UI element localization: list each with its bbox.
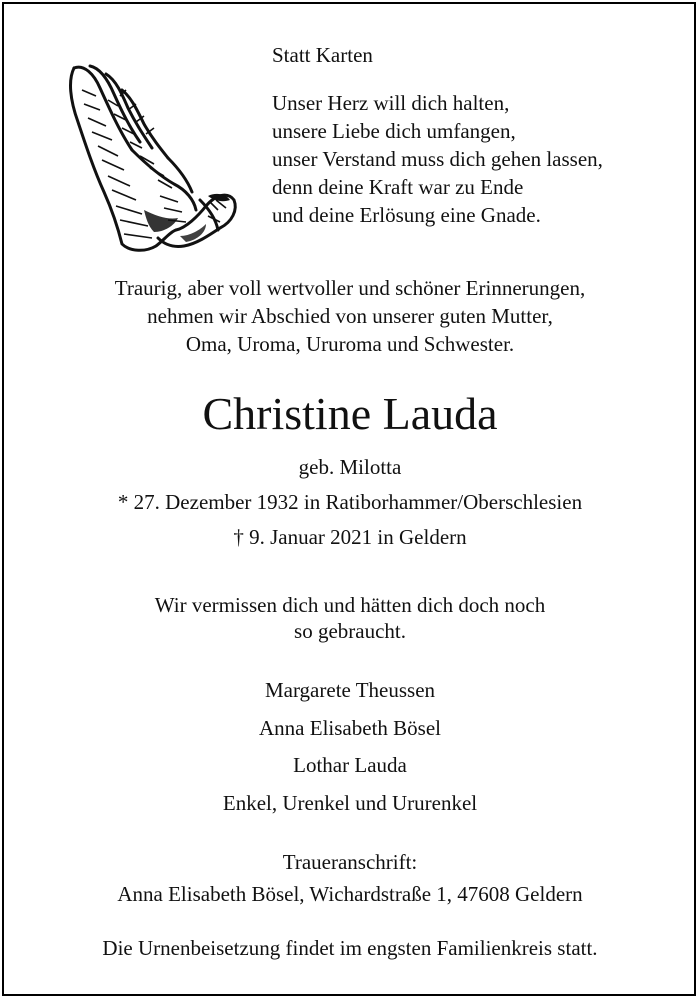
mourners-list bbox=[0, 672, 700, 822]
farewell-text bbox=[0, 592, 700, 644]
poem-line: unsere Liebe dich umfangen, bbox=[272, 119, 516, 143]
mourner-name: Margarete Theussen bbox=[264, 678, 436, 702]
birth-name: geb. Milotta bbox=[298, 455, 402, 479]
poem-line: Unser Herz will dich halten, bbox=[272, 91, 510, 115]
address-label: Traueranschrift: bbox=[282, 850, 418, 874]
death-date: † 9. Januar 2021 in Geldern bbox=[233, 525, 467, 549]
birth-date: * 27. Dezember 1932 in Ratiborhammer/Oberschlesien bbox=[117, 490, 583, 514]
intro-line: nehmen wir Abschied von unserer guten Mutter, bbox=[147, 304, 553, 328]
mourner-name: Lothar Lauda bbox=[293, 753, 407, 777]
intro-line: Traurig, aber voll wertvoller und schöner Erinnerungen, bbox=[114, 276, 586, 300]
deceased-name bbox=[0, 388, 700, 440]
poem-line: denn deine Kraft war zu Ende bbox=[272, 175, 524, 199]
condolence-address bbox=[0, 846, 700, 910]
burial-text: Die Urnenbeisetzung findet im engsten Familienkreis statt. bbox=[102, 936, 598, 960]
life-dates bbox=[0, 450, 700, 555]
mourner-name: Anna Elisabeth Bösel bbox=[259, 715, 441, 740]
praying-hands-icon bbox=[60, 60, 240, 260]
farewell-line: Wir vermissen dich und hätten dich doch noch bbox=[154, 593, 546, 617]
intro-text bbox=[0, 274, 700, 358]
address-value: Anna Elisabeth Bösel, Wichardstraße 1, 47608 Geldern bbox=[117, 882, 583, 906]
poem-line: und deine Erlösung eine Gnade. bbox=[272, 203, 541, 227]
intro-line: Oma, Uroma, Ururoma und Schwester. bbox=[185, 332, 515, 356]
statt-karten-label: Statt Karten bbox=[272, 43, 373, 67]
farewell-line: so gebraucht. bbox=[294, 619, 406, 643]
mourner-name: Enkel, Urenkel und Ururenkel bbox=[222, 790, 478, 815]
deceased-name-text: Christine Lauda bbox=[202, 388, 498, 439]
burial-notice bbox=[0, 934, 700, 962]
poem-line: unser Verstand muss dich gehen lassen, bbox=[272, 147, 603, 171]
poem bbox=[272, 89, 603, 229]
